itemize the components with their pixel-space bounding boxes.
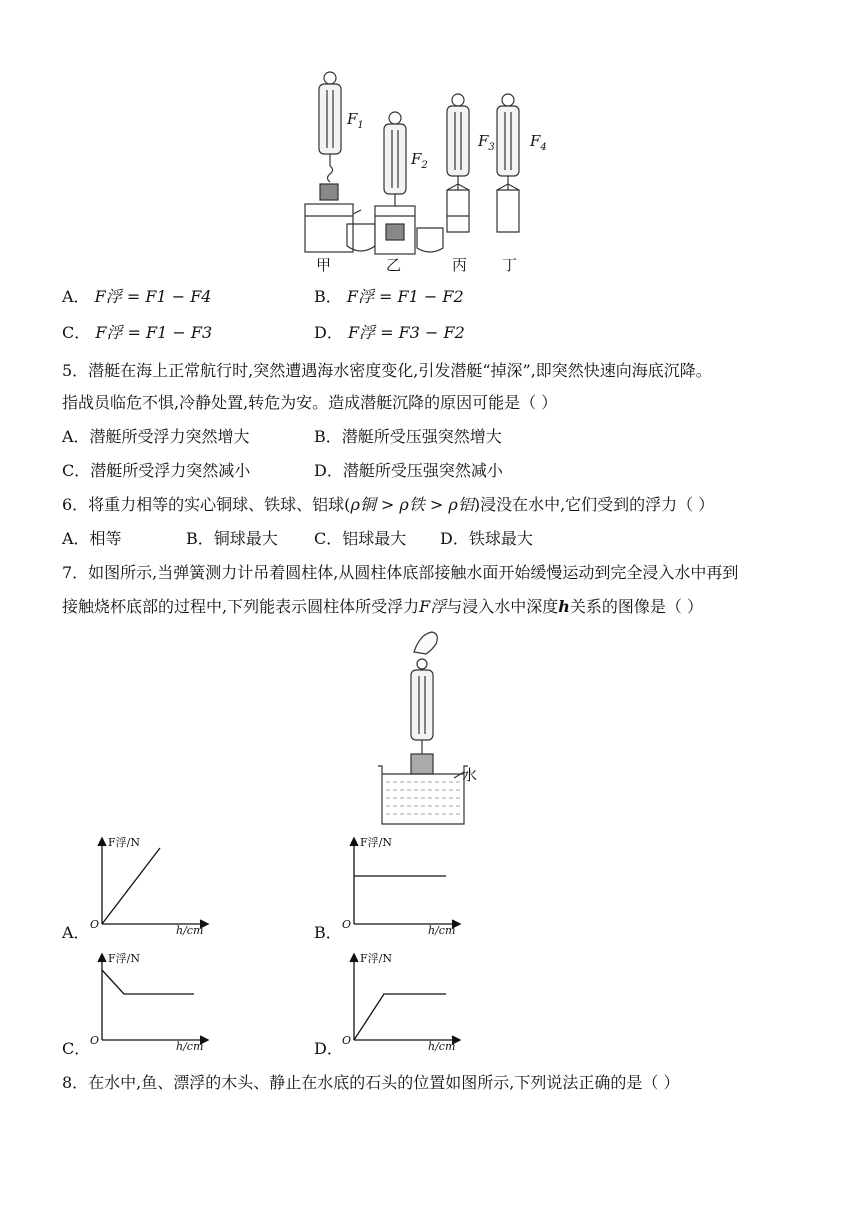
q5-option-b[interactable]: B．潜艇所受压强突然增大 bbox=[314, 427, 502, 446]
label-yi: 乙 bbox=[386, 256, 402, 274]
q5-option-a[interactable]: A．潜艇所受浮力突然增大 bbox=[62, 427, 250, 446]
graph-b-ylabel: F浮/N bbox=[360, 836, 392, 849]
q8-stem: 8．在水中,鱼、漂浮的木头、静止在水底的石头的位置如图所示,下列说法正确的是（ ） bbox=[62, 1073, 680, 1092]
graph-d-origin: O bbox=[342, 1034, 352, 1047]
label-ding: 丁 bbox=[502, 256, 518, 274]
label-F4: $F_4$ bbox=[530, 132, 547, 153]
graph-b-origin: O bbox=[342, 918, 352, 931]
label-F3: $F_3$ bbox=[478, 132, 495, 153]
q5-stem-line2: 指战员临危不惧,冷静处置,转危为安。造成潜艇沉降的原因可能是（ ） bbox=[62, 393, 558, 412]
graph-a-origin: O bbox=[90, 918, 100, 931]
graph-a-key[interactable]: A． bbox=[62, 923, 90, 942]
q7-beaker-figure bbox=[370, 630, 490, 830]
q4-option-b[interactable]: B． F浮 = F1 − F2 bbox=[314, 287, 464, 306]
graph-c-key[interactable]: C． bbox=[62, 1039, 91, 1058]
q5-stem-line1: 5．潜艇在海上正常航行时,突然遭遇海水密度变化,引发潜艇“掉深”,即突然快速向海底沉降。 bbox=[62, 361, 712, 380]
graph-b-xlabel: h/cm bbox=[428, 924, 456, 937]
q7-stem-line1: 7．如图所示,当弹簧测力计吊着圆柱体,从圆柱体底部接触水面开始缓慢运动到完全浸入水中再到 bbox=[62, 563, 739, 582]
q5-option-d[interactable]: D．潜艇所受压强突然减小 bbox=[314, 461, 503, 480]
graph-c-xlabel: h/cm bbox=[176, 1040, 204, 1053]
graph-c-ylabel: F浮/N bbox=[108, 952, 140, 965]
q7-stem-line2: 接触烧杯底部的过程中,下列能表示圆柱体所受浮力F浮与浸入水中深度h关系的图像是（ ） bbox=[62, 597, 703, 616]
graph-d-xlabel: h/cm bbox=[428, 1040, 456, 1053]
label-jia: 甲 bbox=[316, 256, 332, 274]
hand-icon bbox=[414, 632, 437, 654]
spring-scale-figure bbox=[295, 66, 555, 278]
label-bing: 丙 bbox=[452, 256, 468, 274]
q4-option-d[interactable]: D． F浮 = F3 − F2 bbox=[314, 323, 465, 342]
q6-option-a[interactable]: A．相等 bbox=[62, 529, 122, 548]
q6-option-b[interactable]: B．铜球最大 bbox=[186, 529, 278, 548]
graph-a-xlabel: h/cm bbox=[176, 924, 204, 937]
q4-option-a[interactable]: A． F浮 = F1 − F4 bbox=[62, 287, 212, 306]
graph-d-key[interactable]: D． bbox=[314, 1039, 343, 1058]
label-F2: $F_2$ bbox=[411, 150, 428, 171]
q6-option-d[interactable]: D．铁球最大 bbox=[440, 529, 533, 548]
q6-stem: 6．将重力相等的实心铜球、铁球、铝球(ρ铜 > ρ铁 > ρ铝)浸没在水中,它们受到的浮力（ ） bbox=[62, 495, 715, 514]
graph-a-ylabel: F浮/N bbox=[108, 836, 140, 849]
spring-scale-ding bbox=[497, 94, 519, 232]
q4-option-c[interactable]: C． F浮 = F1 − F3 bbox=[62, 323, 213, 342]
graph-c-origin: O bbox=[90, 1034, 100, 1047]
graph-b-key[interactable]: B． bbox=[314, 923, 342, 942]
q6-option-c[interactable]: C．铝球最大 bbox=[314, 529, 407, 548]
graph-d-ylabel: F浮/N bbox=[360, 952, 392, 965]
spring-scale-yi bbox=[375, 112, 443, 254]
spring-scale-bing bbox=[447, 94, 469, 232]
water-label: 水 bbox=[462, 766, 478, 784]
q5-option-c[interactable]: C．潜艇所受浮力突然减小 bbox=[62, 461, 251, 480]
spring-scale-jia bbox=[305, 72, 353, 252]
label-F1: $F_1$ bbox=[347, 110, 364, 131]
